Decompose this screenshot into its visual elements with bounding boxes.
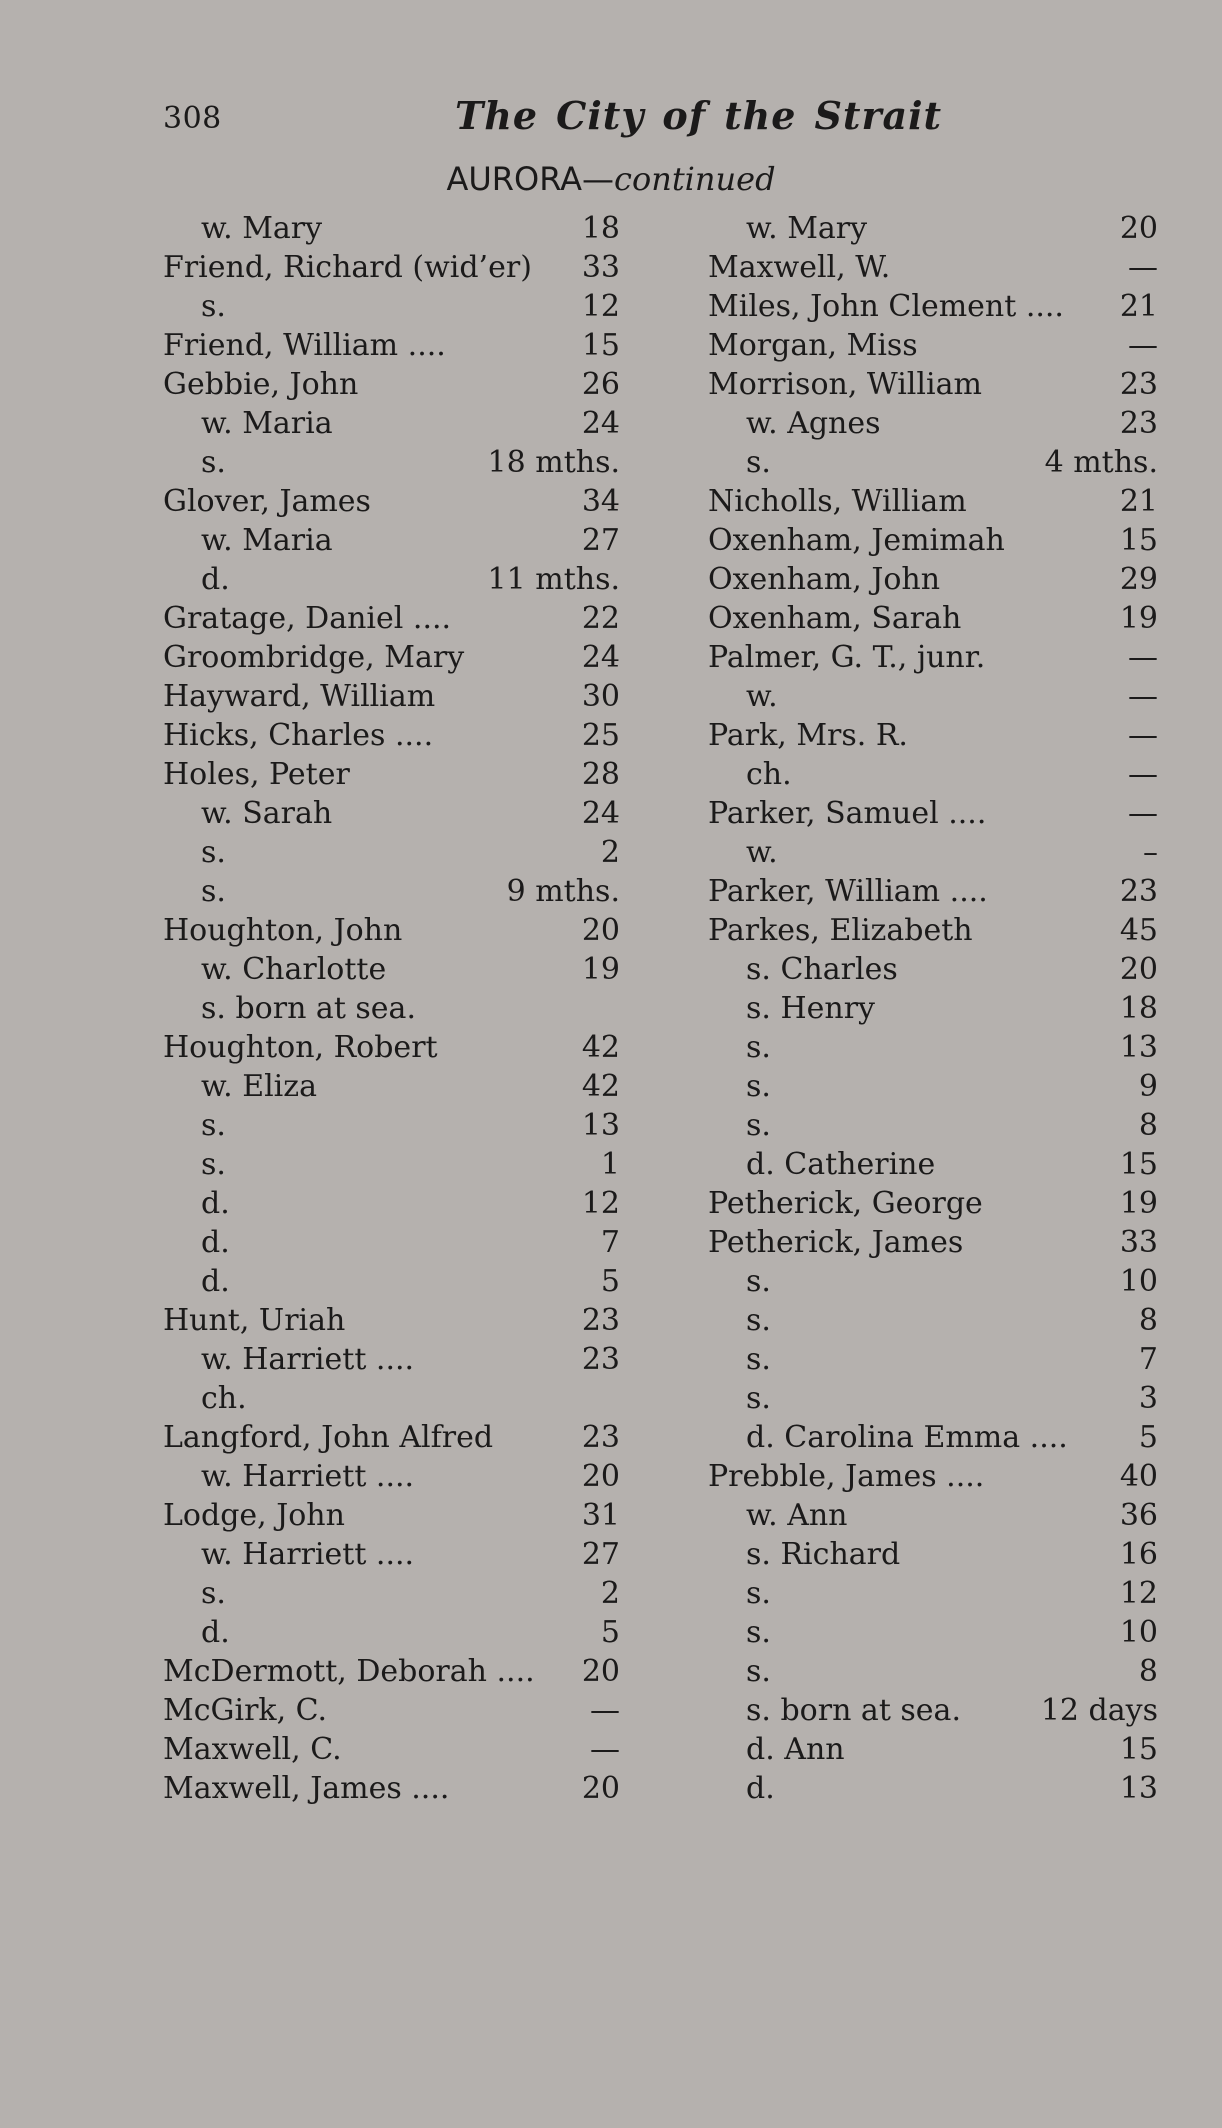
passenger-row <box>708 1340 1158 1379</box>
passenger-age: — <box>590 1732 620 1767</box>
passenger-name: Maxwell, W. <box>708 250 891 285</box>
passenger-name: s. born at sea. <box>746 1693 961 1728</box>
passenger-row <box>708 1769 1158 1808</box>
passenger-row <box>163 1106 620 1145</box>
running-title <box>455 93 942 138</box>
passenger-age: 15 <box>1119 1732 1158 1767</box>
passenger-row <box>708 1418 1158 1457</box>
passenger-name: w. Mary <box>201 211 323 246</box>
passenger-row <box>163 872 620 911</box>
passenger-row <box>708 1730 1158 1769</box>
passenger-name: w. Maria <box>201 523 333 558</box>
passenger-row <box>163 1301 620 1340</box>
passenger-age: 20 <box>1119 211 1158 246</box>
passenger-age: 23 <box>581 1342 620 1377</box>
passenger-row <box>708 1457 1158 1496</box>
passenger-name: ch. <box>746 757 792 792</box>
passenger-row <box>708 833 1158 872</box>
passenger-age: — <box>1128 328 1158 363</box>
passenger-age: 23 <box>1119 367 1158 402</box>
passenger-row <box>708 1496 1158 1535</box>
passenger-age: 8 <box>1138 1303 1158 1338</box>
passenger-row <box>163 209 620 248</box>
passenger-age: 12 <box>581 289 620 324</box>
passenger-age: 19 <box>1119 601 1158 636</box>
passenger-row <box>163 1535 620 1574</box>
passenger-age: 42 <box>581 1069 620 1104</box>
continued-label: continued <box>614 160 776 198</box>
passenger-age: 10 <box>1119 1264 1158 1299</box>
passenger-age: 33 <box>1119 1225 1158 1260</box>
passenger-row <box>708 1028 1158 1067</box>
passenger-row <box>708 1145 1158 1184</box>
passenger-name: Lodge, John <box>163 1498 345 1533</box>
passenger-age: 27 <box>581 1537 620 1572</box>
passenger-name: Park, Mrs. R. <box>708 718 908 753</box>
running-title-word: the <box>724 93 797 138</box>
passenger-row <box>708 404 1158 443</box>
passenger-age: 20 <box>581 1459 620 1494</box>
passenger-age: 23 <box>1119 406 1158 441</box>
passenger-row <box>708 1652 1158 1691</box>
passenger-row <box>163 1418 620 1457</box>
passenger-row <box>163 1652 620 1691</box>
passenger-row <box>163 1457 620 1496</box>
passenger-age: 4 mths. <box>1044 445 1158 480</box>
passenger-row <box>163 755 620 794</box>
passenger-age: 19 <box>1119 1186 1158 1221</box>
passenger-row <box>163 248 620 287</box>
passenger-age: 21 <box>1119 289 1158 324</box>
passenger-age: 13 <box>1119 1030 1158 1065</box>
passenger-row <box>163 1730 620 1769</box>
passenger-name: s. born at sea. <box>201 991 416 1026</box>
passenger-row <box>163 326 620 365</box>
passenger-name: Holes, Peter <box>163 757 350 792</box>
passenger-age: 25 <box>581 718 620 753</box>
passenger-age: 23 <box>1119 874 1158 909</box>
passenger-age: 34 <box>581 484 620 519</box>
passenger-row <box>708 248 1158 287</box>
passenger-row <box>708 521 1158 560</box>
passenger-name: Friend, Richard (wid’er) <box>163 250 532 285</box>
passenger-age: 24 <box>581 640 620 675</box>
passenger-row <box>708 716 1158 755</box>
passenger-age: 18 <box>581 211 620 246</box>
passenger-name: Maxwell, James .... <box>163 1771 450 1806</box>
passenger-row <box>708 872 1158 911</box>
passenger-row <box>163 599 620 638</box>
passenger-age: 26 <box>581 367 620 402</box>
right-passenger-column <box>708 209 1158 1808</box>
passenger-row <box>163 1691 620 1730</box>
passenger-age: 33 <box>581 250 620 285</box>
passenger-row <box>163 1067 620 1106</box>
passenger-age: – <box>1143 835 1158 870</box>
passenger-age: 19 <box>581 952 620 987</box>
passenger-age: 21 <box>1119 484 1158 519</box>
passenger-age: — <box>1128 640 1158 675</box>
passenger-name: s. <box>746 1030 771 1065</box>
passenger-age: 24 <box>581 796 620 831</box>
passenger-name: w. Harriett .... <box>201 1537 415 1572</box>
passenger-row <box>163 1340 620 1379</box>
running-title-word: City <box>556 93 645 138</box>
passenger-name: s. <box>201 289 226 324</box>
passenger-age: 24 <box>581 406 620 441</box>
passenger-name: w. <box>746 835 778 870</box>
passenger-row <box>163 911 620 950</box>
passenger-name: s. <box>746 1069 771 1104</box>
passenger-row <box>708 326 1158 365</box>
left-passenger-column <box>163 209 620 1808</box>
passenger-name: s. <box>746 1342 771 1377</box>
passenger-age: — <box>1128 757 1158 792</box>
passenger-row <box>708 1301 1158 1340</box>
passenger-row <box>163 794 620 833</box>
passenger-name: w. Mary <box>746 211 868 246</box>
passenger-name: s. <box>746 1654 771 1689</box>
passenger-name: s. Charles <box>746 952 898 987</box>
passenger-age: 22 <box>581 601 620 636</box>
passenger-age: 12 <box>1119 1576 1158 1611</box>
passenger-row <box>708 677 1158 716</box>
passenger-name: McGirk, C. <box>163 1693 328 1728</box>
passenger-row <box>708 950 1158 989</box>
passenger-age: 3 <box>1138 1381 1158 1416</box>
passenger-name: d. Catherine <box>746 1147 936 1182</box>
passenger-age: 29 <box>1119 562 1158 597</box>
passenger-row <box>163 833 620 872</box>
passenger-row <box>163 989 620 1028</box>
passenger-row <box>163 560 620 599</box>
passenger-age: — <box>590 1693 620 1728</box>
passenger-name: s. <box>201 835 226 870</box>
passenger-row <box>163 443 620 482</box>
passenger-age: 5 <box>600 1615 620 1650</box>
page-number: 308 <box>163 101 222 136</box>
passenger-name: Langford, John Alfred <box>163 1420 494 1455</box>
passenger-row <box>708 209 1158 248</box>
passenger-name: Petherick, George <box>708 1186 983 1221</box>
passenger-age: 36 <box>1119 1498 1158 1533</box>
passenger-name: w. Sarah <box>201 796 333 831</box>
passenger-row <box>708 1262 1158 1301</box>
passenger-row <box>708 482 1158 521</box>
passenger-name: Morgan, Miss <box>708 328 918 363</box>
running-title-word: Strait <box>814 93 943 138</box>
passenger-row <box>163 1145 620 1184</box>
passenger-name: Oxenham, John <box>708 562 941 597</box>
passenger-row <box>708 1223 1158 1262</box>
passenger-row <box>163 1379 620 1418</box>
passenger-age: 1 <box>600 1147 620 1182</box>
passenger-age: 13 <box>581 1108 620 1143</box>
passenger-age: 23 <box>581 1303 620 1338</box>
passenger-name: d. <box>746 1771 775 1806</box>
passenger-name: s. Richard <box>746 1537 901 1572</box>
passenger-name: d. <box>201 1186 230 1221</box>
passenger-row <box>708 1067 1158 1106</box>
passenger-row <box>163 1184 620 1223</box>
passenger-age: 15 <box>1119 1147 1158 1182</box>
passenger-name: s. <box>746 1381 771 1416</box>
passenger-row <box>708 989 1158 1028</box>
passenger-row <box>708 287 1158 326</box>
passenger-row <box>708 560 1158 599</box>
passenger-row <box>708 1106 1158 1145</box>
passenger-row <box>163 365 620 404</box>
passenger-name: Parkes, Elizabeth <box>708 913 973 948</box>
passenger-row <box>163 521 620 560</box>
passenger-row <box>708 1574 1158 1613</box>
passenger-age: 11 mths. <box>487 562 620 597</box>
passenger-name: s. <box>201 1108 226 1143</box>
passenger-age: 15 <box>1119 523 1158 558</box>
passenger-name: ch. <box>201 1381 247 1416</box>
passenger-name: Prebble, James .... <box>708 1459 985 1494</box>
passenger-row <box>708 755 1158 794</box>
passenger-name: McDermott, Deborah .... <box>163 1654 535 1689</box>
passenger-age: — <box>1128 679 1158 714</box>
passenger-row <box>708 599 1158 638</box>
passenger-row <box>163 1769 620 1808</box>
passenger-name: w. <box>746 679 778 714</box>
passenger-row <box>163 1574 620 1613</box>
passenger-name: Parker, Samuel .... <box>708 796 987 831</box>
passenger-row <box>708 1535 1158 1574</box>
passenger-name: s. <box>746 1108 771 1143</box>
passenger-name: d. <box>201 562 230 597</box>
passenger-name: Hunt, Uriah <box>163 1303 346 1338</box>
passenger-name: Friend, William .... <box>163 328 446 363</box>
passenger-name: Morrison, William <box>708 367 982 402</box>
passenger-name: Nicholls, William <box>708 484 967 519</box>
passenger-name: w. Agnes <box>746 406 881 441</box>
passenger-age: 9 <box>1138 1069 1158 1104</box>
passenger-name: Palmer, G. T., junr. <box>708 640 986 675</box>
passenger-row <box>708 1379 1158 1418</box>
passenger-name: Gebbie, John <box>163 367 359 402</box>
passenger-row <box>708 1184 1158 1223</box>
passenger-age: 7 <box>600 1225 620 1260</box>
passenger-row <box>163 716 620 755</box>
passenger-name: w. Ann <box>746 1498 848 1533</box>
passenger-age: 31 <box>581 1498 620 1533</box>
passenger-name: s. <box>201 1576 226 1611</box>
passenger-age: 20 <box>1119 952 1158 987</box>
passenger-row <box>708 911 1158 950</box>
passenger-name: d. <box>201 1264 230 1299</box>
passenger-row <box>163 482 620 521</box>
passenger-age: 18 mths. <box>487 445 620 480</box>
passenger-name: Houghton, Robert <box>163 1030 438 1065</box>
passenger-name: s. <box>201 874 226 909</box>
passenger-age: 5 <box>1138 1420 1158 1455</box>
passenger-row <box>708 365 1158 404</box>
passenger-age: 20 <box>581 913 620 948</box>
passenger-age: — <box>1128 250 1158 285</box>
passenger-age: 18 <box>1119 991 1158 1026</box>
passenger-name: d. <box>201 1225 230 1260</box>
passenger-name: s. <box>201 445 226 480</box>
passenger-name: s. <box>746 1264 771 1299</box>
passenger-name: Hayward, William <box>163 679 436 714</box>
passenger-name: w. Harriett .... <box>201 1459 415 1494</box>
passenger-age: 13 <box>1119 1771 1158 1806</box>
passenger-row <box>163 404 620 443</box>
passenger-name: s. <box>746 445 771 480</box>
passenger-row <box>708 794 1158 833</box>
passenger-name: w. Charlotte <box>201 952 387 987</box>
passenger-age: 30 <box>581 679 620 714</box>
passenger-row <box>163 1028 620 1067</box>
passenger-age: 12 days <box>1040 1693 1158 1728</box>
passenger-name: Hicks, Charles .... <box>163 718 434 753</box>
passenger-age: 40 <box>1119 1459 1158 1494</box>
passenger-row <box>163 1613 620 1652</box>
passenger-name: Petherick, James <box>708 1225 964 1260</box>
passenger-name: s. <box>746 1576 771 1611</box>
section-heading <box>0 160 1222 198</box>
passenger-name: Glover, James <box>163 484 371 519</box>
passenger-row <box>163 287 620 326</box>
passenger-name: d. Carolina Emma .... <box>746 1420 1068 1455</box>
passenger-age: 20 <box>581 1654 620 1689</box>
passenger-age: 20 <box>581 1771 620 1806</box>
passenger-name: Parker, William .... <box>708 874 988 909</box>
passenger-age: 10 <box>1119 1615 1158 1650</box>
passenger-name: d. Ann <box>746 1732 845 1767</box>
passenger-row <box>163 677 620 716</box>
passenger-age: 23 <box>581 1420 620 1455</box>
passenger-name: w. Harriett .... <box>201 1342 415 1377</box>
passenger-row <box>163 1496 620 1535</box>
passenger-age: 42 <box>581 1030 620 1065</box>
running-title-word: of <box>662 93 707 138</box>
passenger-age: 15 <box>581 328 620 363</box>
passenger-age: 8 <box>1138 1108 1158 1143</box>
passenger-name: s. <box>746 1303 771 1338</box>
passenger-age: 27 <box>581 523 620 558</box>
passenger-name: s. <box>746 1615 771 1650</box>
passenger-age: — <box>1128 718 1158 753</box>
passenger-row <box>163 950 620 989</box>
passenger-age: 28 <box>581 757 620 792</box>
passenger-row <box>163 1223 620 1262</box>
passenger-name: Oxenham, Sarah <box>708 601 962 636</box>
passenger-name: Houghton, John <box>163 913 403 948</box>
passenger-row <box>708 1613 1158 1652</box>
passenger-age: 12 <box>581 1186 620 1221</box>
passenger-row <box>708 1691 1158 1730</box>
passenger-name: w. Eliza <box>201 1069 317 1104</box>
passenger-age: 9 mths. <box>506 874 620 909</box>
passenger-name: Gratage, Daniel .... <box>163 601 452 636</box>
passenger-name: d. <box>201 1615 230 1650</box>
passenger-age: 2 <box>600 1576 620 1611</box>
passenger-row <box>163 638 620 677</box>
passenger-name: Groombridge, Mary <box>163 640 465 675</box>
passenger-name: w. Maria <box>201 406 333 441</box>
passenger-row <box>708 443 1158 482</box>
passenger-age: 2 <box>600 835 620 870</box>
ship-name: AURORA <box>446 160 583 198</box>
passenger-age: 7 <box>1138 1342 1158 1377</box>
passenger-name: s. <box>201 1147 226 1182</box>
passenger-name: s. Henry <box>746 991 875 1026</box>
passenger-row <box>708 638 1158 677</box>
passenger-age: 5 <box>600 1264 620 1299</box>
passenger-age: 16 <box>1119 1537 1158 1572</box>
passenger-age: 45 <box>1119 913 1158 948</box>
passenger-age: 8 <box>1138 1654 1158 1689</box>
running-title-word: The <box>455 93 539 138</box>
passenger-name: Maxwell, C. <box>163 1732 342 1767</box>
passenger-name: Miles, John Clement .... <box>708 289 1064 324</box>
passenger-row <box>163 1262 620 1301</box>
passenger-age: — <box>1128 796 1158 831</box>
section-dash: — <box>582 160 615 198</box>
passenger-name: Oxenham, Jemimah <box>708 523 1005 558</box>
